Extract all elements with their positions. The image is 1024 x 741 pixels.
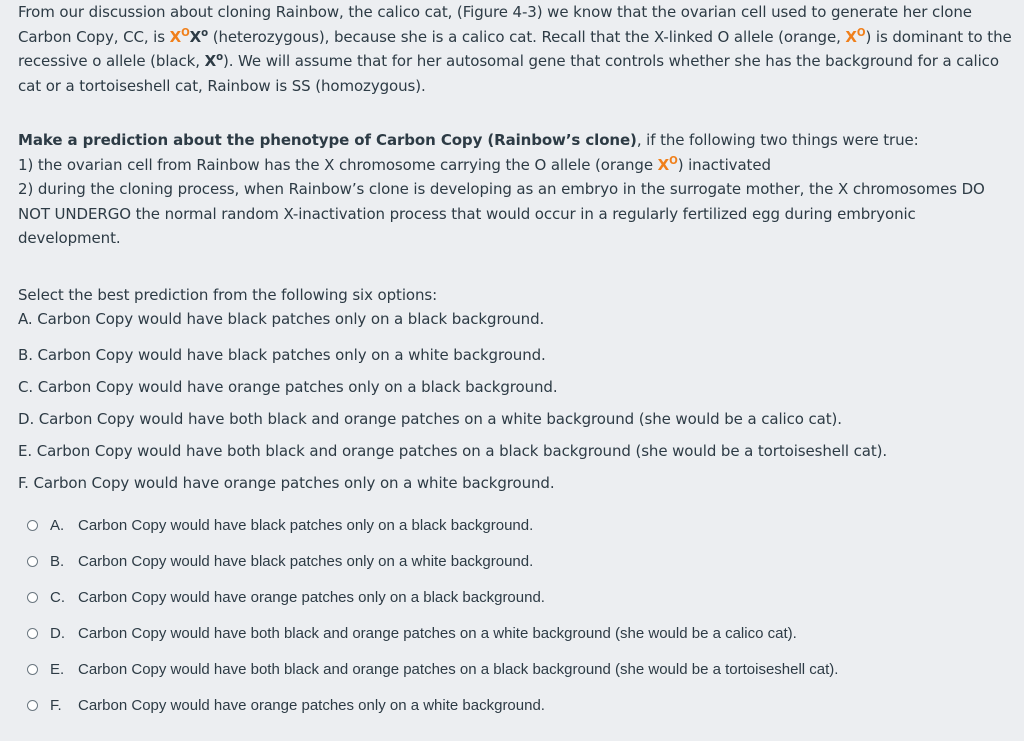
radio-button-c[interactable]	[27, 592, 38, 603]
answer-option-a[interactable]: A. Carbon Copy would have black patches only on a black background.	[24, 507, 1014, 543]
option-text-c: C. Carbon Copy would have orange patches only on a black background.	[18, 378, 558, 396]
black-allele-symbol: $X^o$	[204, 52, 223, 70]
answer-label-f[interactable]: Carbon Copy would have orange patches only on a white background.	[78, 696, 545, 714]
answer-option-e[interactable]: E. Carbon Copy would have both black and orange patches on a black background (she would be a tortoiseshell cat).	[24, 651, 1014, 687]
intro-text-2: (heterozygous), because she is a calico cat. Recall that the X-linked O allele (orange,	[208, 27, 846, 46]
radio-button-e[interactable]	[27, 664, 38, 675]
select-prompt: Select the best prediction from the following six options:	[18, 286, 438, 304]
prediction-heading-line: Make a prediction about the phenotype of Carbon Copy (Rainbow’s clone), if the following two things were true:	[18, 131, 919, 149]
condition-2: 2) during the cloning process, when Rainbow’s clone is developing as an embryo in the surrogate mother, the X chromosomes DO NOT UNDERGO the normal random X-inactivation process that would occur in a regularly fertilized egg during embryonic development.	[18, 180, 985, 247]
intro-text-4: ). We will assume that for her autosomal gene that controls whether she has the background for a calico cat or a tortoiseshell cat, Rainbow is SS (homozygous).	[18, 52, 999, 95]
intro-text-1: From our discussion about cloning Rainbow, the calico cat, (Figure 4-3) we know that the ovarian cell used to generate her clone Carbon Copy, CC, is	[18, 3, 972, 46]
option-text-e: E. Carbon Copy would have both black and orange patches on a black background (she would be a tortoiseshell cat).	[18, 442, 888, 460]
answer-choices	[24, 507, 1014, 723]
answer-label-e[interactable]: Carbon Copy would have both black and orange patches on a black background (she would be a tortoiseshell cat).	[78, 660, 839, 678]
condition-1: 1) the ovarian cell from Rainbow has the X chromosome carrying the O allele (orange $X^O$) inactivated	[18, 155, 771, 174]
answer-label-a[interactable]: Carbon Copy would have black patches only on a black background.	[78, 516, 534, 534]
answer-label-c[interactable]: Carbon Copy would have orange patches only on a black background.	[78, 588, 545, 606]
prediction-heading: Make a prediction about the phenotype of Carbon Copy (Rainbow’s clone)	[18, 131, 637, 149]
prediction-paragraph	[18, 128, 1018, 251]
answer-option-c[interactable]: C. Carbon Copy would have orange patches only on a black background.	[24, 579, 1014, 615]
genotype-black-allele: $X^o$	[189, 27, 209, 46]
radio-button-f[interactable]	[27, 700, 38, 711]
answer-label-b[interactable]: Carbon Copy would have black patches only on a white background.	[78, 552, 534, 570]
radio-button-a[interactable]	[27, 520, 38, 531]
intro-text-3: ) is dominant to the recessive o allele (black,	[18, 27, 1012, 70]
option-text-a: A. Carbon Copy would have black patches only on a black background.	[18, 310, 545, 328]
answer-option-d[interactable]: D. Carbon Copy would have both black and orange patches on a white background (she would be a calico cat).	[24, 615, 1014, 651]
intro-paragraph	[18, 0, 1018, 98]
option-text-b: B. Carbon Copy would have black patches only on a white background.	[18, 346, 546, 364]
radio-button-d[interactable]	[27, 628, 38, 639]
orange-allele-symbol: $X^O$	[845, 27, 866, 46]
genotype-orange-allele: $X^O$	[169, 27, 190, 46]
answer-label-d[interactable]: Carbon Copy would have both black and orange patches on a white background (she would be a calico cat).	[78, 624, 797, 642]
option-text-d: D. Carbon Copy would have both black and orange patches on a white background (she would be a calico cat).	[18, 410, 842, 428]
answer-option-f[interactable]: F. Carbon Copy would have orange patches only on a white background.	[24, 687, 1014, 723]
answer-option-b[interactable]: B. Carbon Copy would have black patches only on a white background.	[24, 543, 1014, 579]
orange-allele-symbol: $X^O$	[657, 155, 678, 174]
radio-button-b[interactable]	[27, 556, 38, 567]
option-text-f: F. Carbon Copy would have orange patches only on a white background.	[18, 474, 555, 492]
options-list	[18, 283, 1018, 499]
